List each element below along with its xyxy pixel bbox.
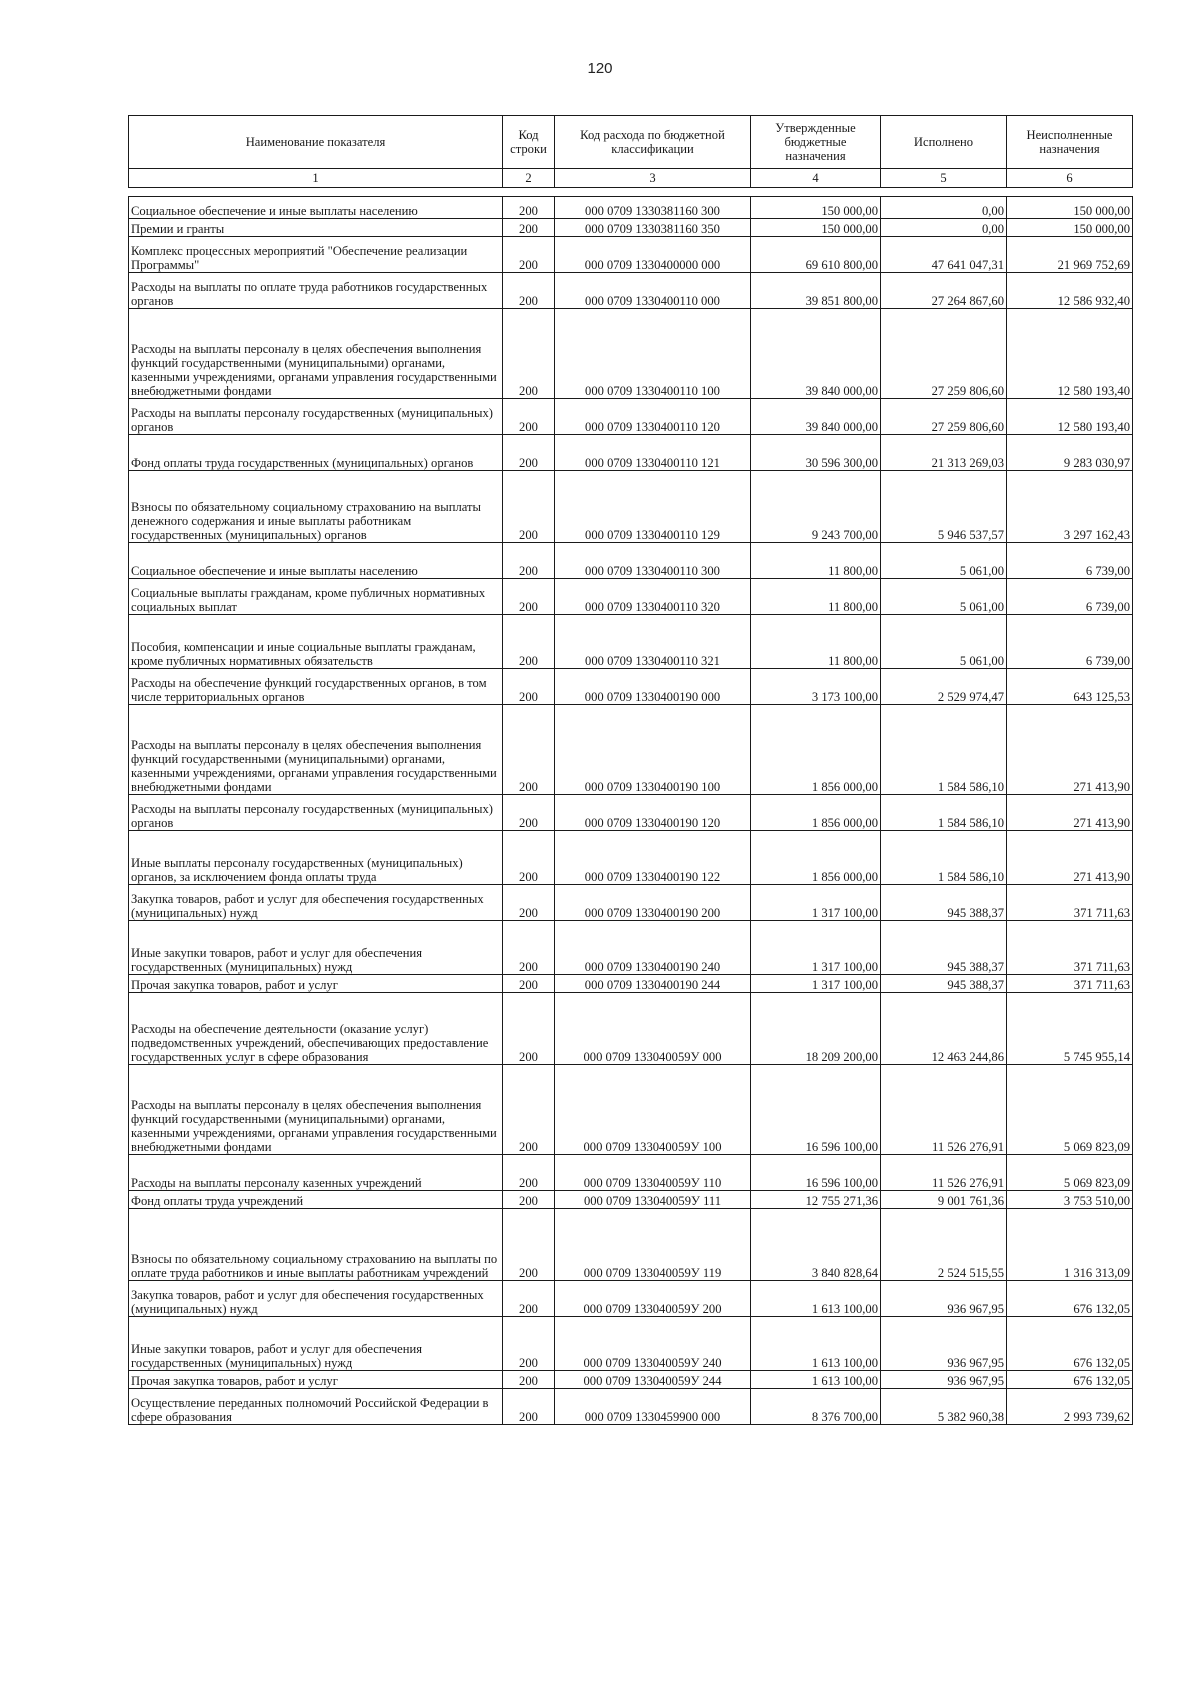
row-name: Осуществление переданных полномочий Российской Федерации в сфере образования (129, 1389, 503, 1425)
row-executed: 1 584 586,10 (881, 795, 1007, 831)
row-name: Расходы на выплаты по оплате труда работников государственных органов (129, 273, 503, 309)
row-approved: 150 000,00 (751, 197, 881, 219)
row-unexecuted: 371 711,63 (1007, 921, 1133, 975)
row-line-code: 200 (503, 399, 555, 435)
row-budget-code: 000 0709 133040059У 000 (555, 993, 751, 1065)
row-unexecuted: 5 069 823,09 (1007, 1065, 1133, 1155)
row-unexecuted: 150 000,00 (1007, 197, 1133, 219)
row-line-code: 200 (503, 197, 555, 219)
row-name: Расходы на выплаты персоналу в целях обеспечения выполнения функций государственными (муниципальными) органами, казенными учреждениями, органами управления государственными внебюджетными фондами (129, 309, 503, 399)
row-budget-code: 000 0709 133040059У 200 (555, 1281, 751, 1317)
row-name: Закупка товаров, работ и услуг для обеспечения государственных (муниципальных) нужд (129, 1281, 503, 1317)
row-line-code: 200 (503, 1065, 555, 1155)
row-unexecuted: 5 069 823,09 (1007, 1155, 1133, 1191)
row-line-code: 200 (503, 993, 555, 1065)
row-unexecuted: 676 132,05 (1007, 1281, 1133, 1317)
row-unexecuted: 6 739,00 (1007, 579, 1133, 615)
column-number: 1 (129, 169, 503, 188)
row-executed: 9 001 761,36 (881, 1191, 1007, 1209)
table-body (129, 188, 1133, 1425)
row-budget-code: 000 0709 1330400190 244 (555, 975, 751, 993)
table-row (129, 993, 1133, 1065)
row-unexecuted: 271 413,90 (1007, 795, 1133, 831)
row-approved: 11 800,00 (751, 615, 881, 669)
table-row (129, 543, 1133, 579)
row-approved: 11 800,00 (751, 543, 881, 579)
row-executed: 936 967,95 (881, 1317, 1007, 1371)
row-name: Расходы на выплаты персоналу казенных учреждений (129, 1155, 503, 1191)
table-row (129, 219, 1133, 237)
row-budget-code: 000 0709 1330459900 000 (555, 1389, 751, 1425)
row-budget-code: 000 0709 133040059У 240 (555, 1317, 751, 1371)
row-executed: 11 526 276,91 (881, 1065, 1007, 1155)
row-name: Фонд оплаты труда государственных (муниципальных) органов (129, 435, 503, 471)
row-executed: 936 967,95 (881, 1371, 1007, 1389)
column-number-row (129, 169, 1133, 188)
row-approved: 1 856 000,00 (751, 831, 881, 885)
row-executed: 945 388,37 (881, 921, 1007, 975)
table-row (129, 885, 1133, 921)
row-name: Прочая закупка товаров, работ и услуг (129, 1371, 503, 1389)
row-line-code: 200 (503, 1155, 555, 1191)
row-name: Комплекс процессных мероприятий "Обеспечение реализации Программы" (129, 237, 503, 273)
row-name: Расходы на выплаты персоналу в целях обеспечения выполнения функций государственными (муниципальными) органами, казенными учреждениями, органами управления государственными внебюджетными фондами (129, 705, 503, 795)
row-budget-code: 000 0709 1330400190 122 (555, 831, 751, 885)
header-approved: Утвержденные бюджетные назначения (751, 116, 881, 169)
row-line-code: 200 (503, 921, 555, 975)
table-row (129, 273, 1133, 309)
row-name: Иные выплаты персоналу государственных (муниципальных) органов, за исключением фонда оплаты труда (129, 831, 503, 885)
row-name: Прочая закупка товаров, работ и услуг (129, 975, 503, 993)
row-line-code: 200 (503, 435, 555, 471)
row-approved: 69 610 800,00 (751, 237, 881, 273)
row-name: Расходы на выплаты персоналу государственных (муниципальных) органов (129, 795, 503, 831)
row-executed: 1 584 586,10 (881, 705, 1007, 795)
row-line-code: 200 (503, 309, 555, 399)
row-executed: 2 529 974,47 (881, 669, 1007, 705)
row-unexecuted: 12 580 193,40 (1007, 399, 1133, 435)
row-line-code: 200 (503, 1371, 555, 1389)
row-executed: 21 313 269,03 (881, 435, 1007, 471)
table-row (129, 1155, 1133, 1191)
table-row (129, 399, 1133, 435)
column-number: 5 (881, 169, 1007, 188)
row-executed: 2 524 515,55 (881, 1209, 1007, 1281)
header-executed: Исполнено (881, 116, 1007, 169)
row-approved: 16 596 100,00 (751, 1065, 881, 1155)
row-executed: 11 526 276,91 (881, 1155, 1007, 1191)
row-executed: 0,00 (881, 197, 1007, 219)
row-approved: 18 209 200,00 (751, 993, 881, 1065)
row-unexecuted: 6 739,00 (1007, 615, 1133, 669)
row-budget-code: 000 0709 133040059У 110 (555, 1155, 751, 1191)
row-budget-code: 000 0709 133040059У 111 (555, 1191, 751, 1209)
column-number: 4 (751, 169, 881, 188)
table-row (129, 669, 1133, 705)
table-row (129, 579, 1133, 615)
row-approved: 39 840 000,00 (751, 309, 881, 399)
row-executed: 0,00 (881, 219, 1007, 237)
row-line-code: 200 (503, 669, 555, 705)
budget-execution-table (128, 115, 1133, 1425)
row-budget-code: 000 0709 1330400190 240 (555, 921, 751, 975)
row-budget-code: 000 0709 1330400190 100 (555, 705, 751, 795)
table-row (129, 1281, 1133, 1317)
row-line-code: 200 (503, 705, 555, 795)
row-budget-code: 000 0709 1330381160 300 (555, 197, 751, 219)
row-name: Расходы на обеспечение функций государственных органов, в том числе территориальных органов (129, 669, 503, 705)
row-line-code: 200 (503, 1209, 555, 1281)
header-line-code: Код строки (503, 116, 555, 169)
row-unexecuted: 5 745 955,14 (1007, 993, 1133, 1065)
row-budget-code: 000 0709 133040059У 119 (555, 1209, 751, 1281)
row-line-code: 200 (503, 885, 555, 921)
row-unexecuted: 12 586 932,40 (1007, 273, 1133, 309)
row-executed: 47 641 047,31 (881, 237, 1007, 273)
row-executed: 12 463 244,86 (881, 993, 1007, 1065)
row-unexecuted: 3 297 162,43 (1007, 471, 1133, 543)
row-name: Фонд оплаты труда учреждений (129, 1191, 503, 1209)
spacer-cell (129, 188, 1133, 197)
table-row (129, 795, 1133, 831)
row-executed: 5 382 960,38 (881, 1389, 1007, 1425)
row-line-code: 200 (503, 237, 555, 273)
row-approved: 150 000,00 (751, 219, 881, 237)
row-budget-code: 000 0709 1330400110 100 (555, 309, 751, 399)
column-number: 3 (555, 169, 751, 188)
row-line-code: 200 (503, 579, 555, 615)
row-approved: 1 317 100,00 (751, 975, 881, 993)
table-row (129, 435, 1133, 471)
row-approved: 3 840 828,64 (751, 1209, 881, 1281)
row-budget-code: 000 0709 1330400110 320 (555, 579, 751, 615)
header-budget-code: Код расхода по бюджетной классификации (555, 116, 751, 169)
row-approved: 1 317 100,00 (751, 921, 881, 975)
table-row (129, 831, 1133, 885)
table-row (129, 615, 1133, 669)
row-line-code: 200 (503, 1281, 555, 1317)
table-row (129, 237, 1133, 273)
row-budget-code: 000 0709 1330400190 120 (555, 795, 751, 831)
row-name: Социальное обеспечение и иные выплаты населению (129, 197, 503, 219)
table-row (129, 921, 1133, 975)
row-budget-code: 000 0709 1330400190 200 (555, 885, 751, 921)
row-line-code: 200 (503, 1317, 555, 1371)
header-row (129, 116, 1133, 169)
row-line-code: 200 (503, 1191, 555, 1209)
row-unexecuted: 676 132,05 (1007, 1317, 1133, 1371)
row-executed: 27 259 806,60 (881, 399, 1007, 435)
row-executed: 5 061,00 (881, 543, 1007, 579)
row-approved: 30 596 300,00 (751, 435, 881, 471)
row-budget-code: 000 0709 1330400110 120 (555, 399, 751, 435)
row-approved: 1 613 100,00 (751, 1281, 881, 1317)
column-number: 2 (503, 169, 555, 188)
row-name: Социальные выплаты гражданам, кроме публичных нормативных социальных выплат (129, 579, 503, 615)
row-unexecuted: 12 580 193,40 (1007, 309, 1133, 399)
row-budget-code: 000 0709 1330400110 129 (555, 471, 751, 543)
row-executed: 5 946 537,57 (881, 471, 1007, 543)
row-executed: 936 967,95 (881, 1281, 1007, 1317)
row-unexecuted: 676 132,05 (1007, 1371, 1133, 1389)
spacer-row (129, 188, 1133, 197)
row-line-code: 200 (503, 471, 555, 543)
table-row (129, 1191, 1133, 1209)
row-approved: 1 856 000,00 (751, 795, 881, 831)
header-unexecuted: Неисполненные назначения (1007, 116, 1133, 169)
row-unexecuted: 271 413,90 (1007, 705, 1133, 795)
row-approved: 12 755 271,36 (751, 1191, 881, 1209)
page-number: 120 (587, 60, 613, 77)
row-line-code: 200 (503, 831, 555, 885)
row-approved: 39 851 800,00 (751, 273, 881, 309)
row-name: Премии и гранты (129, 219, 503, 237)
row-line-code: 200 (503, 1389, 555, 1425)
row-name: Расходы на выплаты персоналу в целях обеспечения выполнения функций государственными (муниципальными) органами, казенными учреждениями, органами управления государственными внебюджетными фондами (129, 1065, 503, 1155)
row-unexecuted: 1 316 313,09 (1007, 1209, 1133, 1281)
table-row (129, 471, 1133, 543)
column-number: 6 (1007, 169, 1133, 188)
row-unexecuted: 150 000,00 (1007, 219, 1133, 237)
row-approved: 1 317 100,00 (751, 885, 881, 921)
row-executed: 5 061,00 (881, 615, 1007, 669)
row-line-code: 200 (503, 543, 555, 579)
row-name: Закупка товаров, работ и услуг для обеспечения государственных (муниципальных) нужд (129, 885, 503, 921)
row-executed: 1 584 586,10 (881, 831, 1007, 885)
row-line-code: 200 (503, 273, 555, 309)
row-line-code: 200 (503, 795, 555, 831)
row-unexecuted: 21 969 752,69 (1007, 237, 1133, 273)
table-row (129, 197, 1133, 219)
row-executed: 27 259 806,60 (881, 309, 1007, 399)
row-approved: 11 800,00 (751, 579, 881, 615)
table-row (129, 705, 1133, 795)
row-budget-code: 000 0709 133040059У 100 (555, 1065, 751, 1155)
row-unexecuted: 6 739,00 (1007, 543, 1133, 579)
row-name: Расходы на выплаты персоналу государственных (муниципальных) органов (129, 399, 503, 435)
row-unexecuted: 643 125,53 (1007, 669, 1133, 705)
row-name: Взносы по обязательному социальному страхованию на выплаты денежного содержания и иные выплаты работникам государственных (муниципальных) органов (129, 471, 503, 543)
row-unexecuted: 2 993 739,62 (1007, 1389, 1133, 1425)
row-budget-code: 000 0709 1330400110 321 (555, 615, 751, 669)
table-row (129, 1209, 1133, 1281)
row-budget-code: 000 0709 1330400110 000 (555, 273, 751, 309)
table-row (129, 1389, 1133, 1425)
row-name: Иные закупки товаров, работ и услуг для обеспечения государственных (муниципальных) нужд (129, 1317, 503, 1371)
row-budget-code: 000 0709 1330400000 000 (555, 237, 751, 273)
row-executed: 5 061,00 (881, 579, 1007, 615)
row-name: Расходы на обеспечение деятельности (оказание услуг) подведомственных учреждений, обеспечивающих предоставление государственных услуг в сфере образования (129, 993, 503, 1065)
row-budget-code: 000 0709 1330381160 350 (555, 219, 751, 237)
row-executed: 945 388,37 (881, 885, 1007, 921)
row-budget-code: 000 0709 1330400190 000 (555, 669, 751, 705)
row-approved: 39 840 000,00 (751, 399, 881, 435)
row-budget-code: 000 0709 1330400110 300 (555, 543, 751, 579)
row-approved: 9 243 700,00 (751, 471, 881, 543)
row-approved: 3 173 100,00 (751, 669, 881, 705)
row-executed: 945 388,37 (881, 975, 1007, 993)
row-approved: 1 613 100,00 (751, 1317, 881, 1371)
row-unexecuted: 3 753 510,00 (1007, 1191, 1133, 1209)
row-name: Пособия, компенсации и иные социальные выплаты гражданам, кроме публичных нормативных обязательств (129, 615, 503, 669)
row-name: Социальное обеспечение и иные выплаты населению (129, 543, 503, 579)
row-executed: 27 264 867,60 (881, 273, 1007, 309)
row-budget-code: 000 0709 133040059У 244 (555, 1371, 751, 1389)
header-name: Наименование показателя (129, 116, 503, 169)
row-unexecuted: 271 413,90 (1007, 831, 1133, 885)
row-approved: 8 376 700,00 (751, 1389, 881, 1425)
row-approved: 16 596 100,00 (751, 1155, 881, 1191)
table-row (129, 1065, 1133, 1155)
table-row (129, 309, 1133, 399)
row-unexecuted: 9 283 030,97 (1007, 435, 1133, 471)
row-budget-code: 000 0709 1330400110 121 (555, 435, 751, 471)
row-line-code: 200 (503, 975, 555, 993)
table-row (129, 1317, 1133, 1371)
row-line-code: 200 (503, 219, 555, 237)
row-name: Иные закупки товаров, работ и услуг для обеспечения государственных (муниципальных) нужд (129, 921, 503, 975)
row-unexecuted: 371 711,63 (1007, 885, 1133, 921)
table-row (129, 975, 1133, 993)
table-row (129, 1371, 1133, 1389)
row-approved: 1 856 000,00 (751, 705, 881, 795)
row-name: Взносы по обязательному социальному страхованию на выплаты по оплате труда работников и иные выплаты работникам учреждений (129, 1209, 503, 1281)
row-approved: 1 613 100,00 (751, 1371, 881, 1389)
row-line-code: 200 (503, 615, 555, 669)
row-unexecuted: 371 711,63 (1007, 975, 1133, 993)
